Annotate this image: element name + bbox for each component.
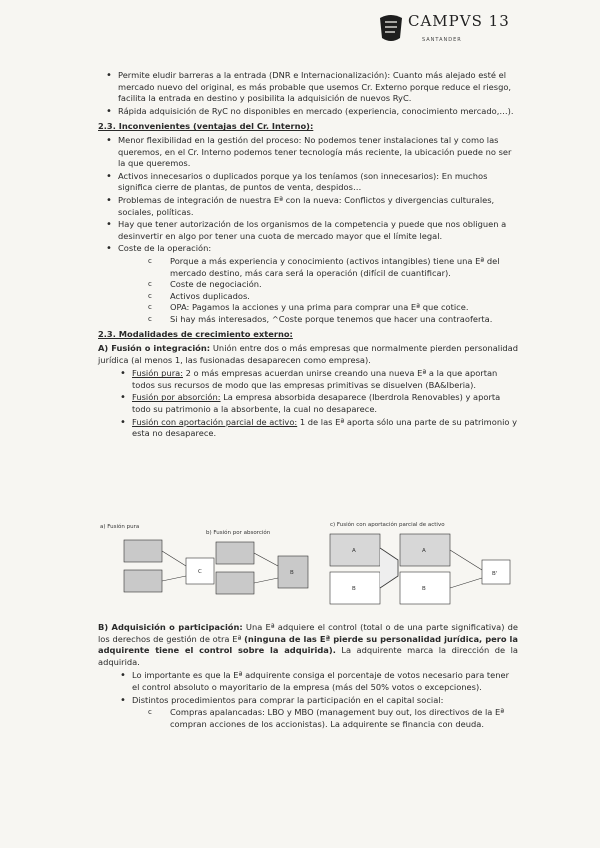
fusion-paragraph: [98, 343, 518, 366]
list-item: • Distintos procedimientos para comprar la participación en el capital social:: [112, 695, 518, 707]
diagram-box-label: B: [352, 586, 356, 592]
fusion-diagram-svg: [98, 520, 528, 610]
diagram-box: [124, 570, 162, 592]
brand-subtitle: SANTANDER: [422, 37, 462, 43]
diagram-label: b) Fusión por absorción: [206, 530, 271, 536]
list-item: • Coste de la operación:: [98, 243, 518, 255]
list-item: • Fusión con aportación parcial de activo: 1 de las Eª aporta sólo una parte de su patrimonio y esta no desaparece.: [112, 417, 518, 440]
acquisition-section: [98, 620, 518, 730]
diagram-box-label: B: [422, 586, 426, 592]
list-item: • Activos innecesarios o duplicados porque ya los teníamos (son innecesarios): En muchos significa cierre de plantas, de puntos de venta, despidos…: [98, 171, 518, 194]
diagram-box-label: B': [492, 571, 498, 577]
sub-list-item: c Si hay más interesados, ^Coste porque tenemos que hacer una contraoferta.: [98, 314, 518, 326]
diagram-label: c) Fusión con aportación parcial de activo: [330, 522, 445, 528]
list-item: • Menor flexibilidad en la gestión del proceso: No podemos tener instalaciones tal y como las queremos, en el Cr. Interno podemos tener tecnología más reciente, la ubicación puede no ser la que queremos.: [98, 135, 518, 170]
diagram-box-label: A: [352, 548, 356, 554]
brand-name: CAMPVS 13: [408, 12, 510, 30]
acquisition-paragraph: B) Adquisición o participación: Una Eª adquiere el control (total o de una parte significativa) de los derechos de gestión de otra Eª (ninguna de las Eª pierde su personalidad jurídica, pero la adquirente tiene el control sobre la adquirida). La adquirente marca la dirección de la adquirida.: [98, 622, 519, 667]
diagram-box-label: C: [198, 569, 202, 575]
diagram-label: a) Fusión pura: [100, 524, 140, 530]
acquisition-heading: B) Adquisición o participación:: [98, 622, 243, 632]
section-heading: 2.3. Modalidades de crecimiento externo:: [98, 329, 293, 340]
list-item: • Problemas de integración de nuestra Eª con la nueva: Conflictos y divergencias culturales, sociales, políticas.: [98, 195, 518, 218]
sub-list-item: c OPA: Pagamos la acciones y una prima para comprar una Eª que cotice.: [98, 302, 518, 314]
diagram-box-label: A: [422, 548, 426, 554]
page-content: [98, 70, 518, 441]
sub-list-item: c Porque a más experiencia y conocimiento (activos intangibles) tiene una Eª del mercado destino, más cara será la operación (difícil de cuantificar).: [98, 256, 518, 279]
diagram-box: [216, 572, 254, 594]
sub-list-item: c Activos duplicados.: [98, 291, 518, 303]
diagram-box: [216, 542, 254, 564]
fusion-heading: A) Fusión o integración:: [98, 343, 211, 354]
list-item: • Lo importante es que la Eª adquirente consiga el porcentaje de votos necesario para tener el control absoluto o mayoritario de la empresa (más del 50% votos o excepciones).: [112, 670, 518, 693]
diagram-box-label: B: [290, 570, 294, 576]
campus-logo: [376, 8, 526, 48]
fusion-diagrams: [98, 520, 528, 610]
sub-list-item: c Compras apalancadas: LBO y MBO (management buy out, los directivos de la Eª compran acciones de los accionistas). La adquirente se financia con deuda.: [98, 707, 518, 730]
diagram-box: [124, 540, 162, 562]
fusion-text: Unión entre dos o más empresas que normalmente pierden personalidad jurídica (al menos 1, las fusionadas desaparecen como empresa).: [98, 343, 519, 365]
list-item: • Fusión por absorción: La empresa absorbida desaparece (Iberdrola Renovables) y aporta todo su patrimonio a la absorbente, la cual no desaparece.: [112, 392, 518, 415]
list-item: • Fusión pura: 2 o más empresas acuerdan unirse creando una nueva Eª a la que aportan todos sus recursos de modo que las empresas primitivas se disuelven (BA&Iberia).: [112, 368, 518, 391]
list-item: • Permite eludir barreras a la entrada (DNR e Internacionalización): Cuanto más alejado esté el mercado nuevo del original, es más probable que usemos Cr. Externo porque reduce el riesgo, facilita la entrada en destino y posibilita la adquisición de nuevos RyC.: [98, 70, 518, 105]
list-item: • Rápida adquisición de RyC no disponibles en mercado (experiencia, conocimiento mercado,…).: [98, 106, 518, 118]
sub-list-item: c Coste de negociación.: [98, 279, 518, 291]
scroll-emblem-icon: [376, 12, 406, 44]
list-item: • Hay que tener autorización de los organismos de la competencia y puede que nos obliguen a desinvertir en algo por tener una cuota de mercado mayor que el límite legal.: [98, 219, 518, 242]
section-heading: 2.3. Inconvenientes (ventajas del Cr. Interno):: [98, 121, 314, 132]
